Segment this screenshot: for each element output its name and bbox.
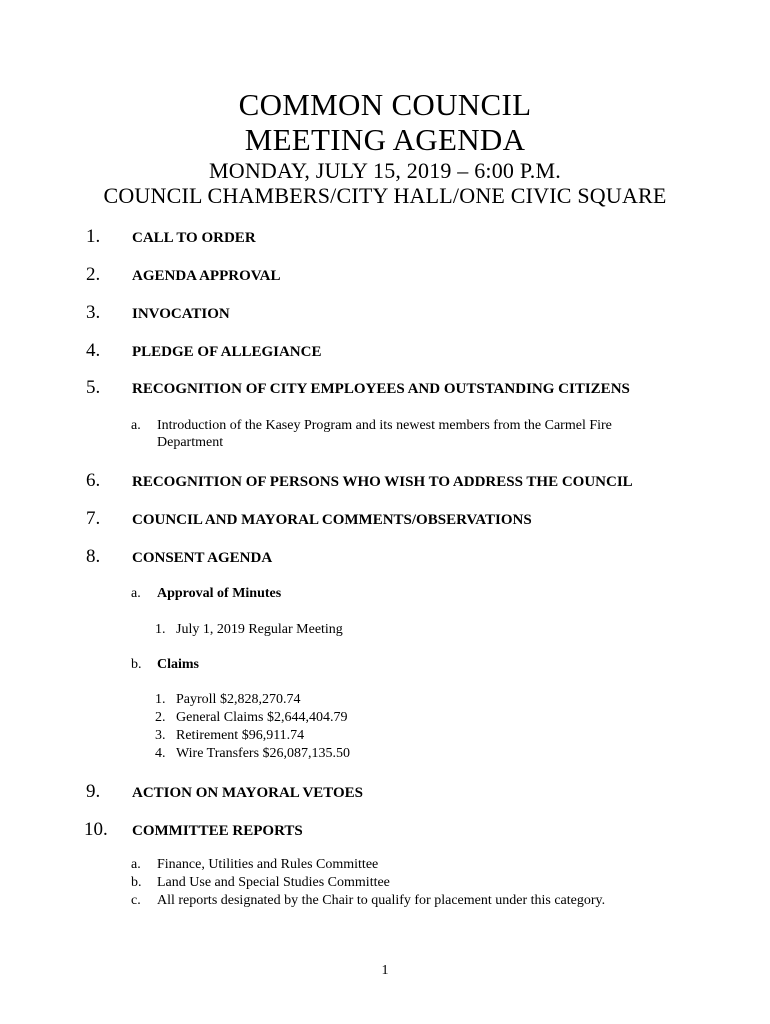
subitem-text: Introduction of the Kasey Program and its newest members from the Carmel Fire Department — [157, 418, 612, 450]
entry-marker: 4. — [155, 746, 166, 761]
item-heading: RECOGNITION OF CITY EMPLOYEES AND OUTSTANDING CITIZENS — [132, 381, 630, 397]
claims-entry — [155, 745, 655, 763]
item-number: 1. — [86, 226, 101, 247]
entry-text: July 1, 2019 Regular Meeting — [176, 622, 343, 637]
claims-entry — [155, 691, 655, 709]
entry-marker: 1. — [155, 692, 166, 707]
entry-text: General Claims $2,644,404.79 — [176, 710, 348, 725]
item-8-subitem-a — [131, 585, 691, 603]
subitem-heading: Claims — [157, 657, 199, 672]
item-number: 9. — [86, 781, 101, 802]
claims-entry — [155, 709, 655, 727]
meeting-location: COUNCIL CHAMBERS/CITY HALL/ONE CIVIC SQUARE — [103, 183, 667, 208]
meeting-date: MONDAY, JULY 15, 2019 – 6:00 P.M. — [209, 158, 561, 183]
subitem-marker: b. — [131, 875, 142, 890]
item-10-subitem-a — [131, 856, 691, 874]
subitem-marker: b. — [131, 657, 142, 672]
subitem-marker: a. — [131, 857, 141, 872]
agenda-item-8 — [0, 546, 770, 568]
item-number: 7. — [86, 508, 101, 529]
page-title-line-2: MEETING AGENDA — [244, 122, 526, 157]
subitem-text: Land Use and Special Studies Committee — [157, 875, 390, 890]
agenda-item-4 — [0, 340, 770, 362]
item-number: 8. — [86, 546, 101, 567]
entry-text: Payroll $2,828,270.74 — [176, 692, 301, 707]
subitem-marker: c. — [131, 893, 141, 908]
entry-text: Retirement $96,911.74 — [176, 728, 305, 743]
item-heading: INVOCATION — [132, 306, 230, 322]
agenda-item-5 — [0, 377, 770, 399]
agenda-item-10 — [0, 819, 770, 841]
item-heading: RECOGNITION OF PERSONS WHO WISH TO ADDRESS THE COUNCIL — [132, 474, 633, 490]
item-8-subitem-b — [131, 656, 691, 674]
item-number: 6. — [86, 470, 101, 491]
page-number: 1 — [381, 963, 389, 978]
item-number: 3. — [86, 302, 101, 323]
minutes-entry — [155, 621, 655, 639]
subitem-text: All reports designated by the Chair to qualify for placement under this category. — [157, 893, 606, 908]
item-heading: COMMITTEE REPORTS — [132, 823, 303, 839]
item-heading: CALL TO ORDER — [132, 230, 256, 246]
subitem-marker: a. — [131, 586, 141, 601]
entry-marker: 3. — [155, 728, 166, 743]
item-5-subitem-a — [131, 417, 691, 453]
item-10-subitem-b — [131, 874, 691, 892]
subitem-heading: Approval of Minutes — [157, 586, 282, 601]
subitem-marker: a. — [131, 418, 141, 433]
item-heading: CONSENT AGENDA — [132, 550, 273, 566]
claims-entry — [155, 727, 655, 745]
page-title-line-1: COMMON COUNCIL — [238, 87, 532, 122]
item-heading: ACTION ON MAYORAL VETOES — [132, 785, 364, 801]
item-number: 5. — [86, 377, 101, 398]
entry-text: Wire Transfers $26,087,135.50 — [176, 746, 351, 761]
item-number: 4. — [86, 340, 101, 361]
entry-marker: 2. — [155, 710, 166, 725]
item-heading: COUNCIL AND MAYORAL COMMENTS/OBSERVATIONS — [132, 512, 532, 528]
entry-marker: 1. — [155, 622, 166, 637]
agenda-item-6 — [0, 470, 770, 492]
item-number: 2. — [86, 264, 101, 285]
agenda-item-1 — [0, 226, 770, 248]
item-heading: AGENDA APPROVAL — [132, 268, 281, 284]
agenda-item-9 — [0, 781, 770, 803]
subitem-text: Finance, Utilities and Rules Committee — [157, 857, 379, 872]
item-heading: PLEDGE OF ALLEGIANCE — [132, 344, 322, 360]
agenda-item-2 — [0, 264, 770, 286]
agenda-item-3 — [0, 302, 770, 324]
item-number: 10. — [84, 819, 108, 840]
item-10-subitem-c — [131, 892, 691, 910]
agenda-item-7 — [0, 508, 770, 530]
